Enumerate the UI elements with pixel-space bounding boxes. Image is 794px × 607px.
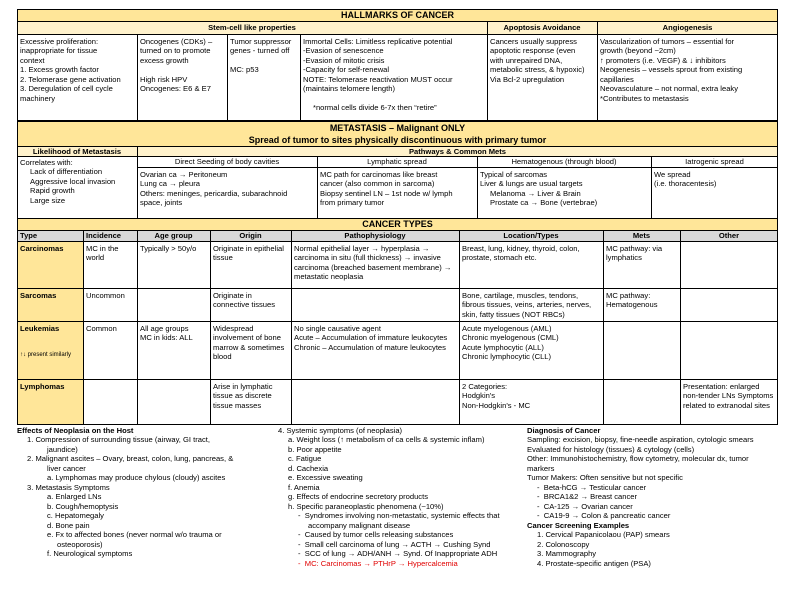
apoptosis-header: Apoptosis Avoidance bbox=[503, 23, 581, 32]
origin-leukemias: Widespread involvement of bone marrow & sometimes blood bbox=[213, 324, 285, 362]
correlates: Correlates with: Lack of differentiation Aggressive local invasion Rapid growth Large size bbox=[20, 158, 116, 205]
origin-sarcomas: Originate in connective tissues bbox=[213, 291, 276, 310]
age-carcinomas: Typically > 50y/o bbox=[140, 244, 197, 253]
mets-carcinomas: MC pathway: via lymphatics bbox=[606, 244, 663, 263]
seeding-content: Ovarian ca → Peritoneum Lung ca → pleura Others: meninges, pericardia, subarachnoid space, joints bbox=[140, 170, 288, 208]
type-sarcomas: Sarcomas bbox=[20, 291, 57, 300]
likelihood-header: Likelihood of Metastasis bbox=[32, 147, 122, 156]
effects-title: Effects of Neoplasia on the Host bbox=[17, 426, 134, 435]
patho-carcinomas: Normal epithelial layer → hyperplasia → carcinoma in situ (full thickness) → invasive carcinoma (breached basement membrane) → metastatic neoplasia bbox=[294, 244, 452, 282]
metastasis-subtitle: Spread of tumor to sites physically discontinuous with primary tumor bbox=[248, 135, 547, 145]
diagnosis-title: Diagnosis of Cancer bbox=[527, 426, 601, 435]
apoptosis-avoidance: Cancers usually suppress apoptotic response (even with unrepaired DNA, metabolic stress, & hypoxic) Via Bcl-2 upregulation bbox=[490, 37, 585, 84]
other-lymphomas: Presentation: enlarged non-tender LNs Symptoms related to extranodal sites bbox=[683, 382, 774, 410]
age-leukemias: All age groups MC in kids: ALL bbox=[140, 324, 193, 343]
angiogenesis-header: Angiogenesis bbox=[662, 23, 713, 32]
origin-lymphomas: Arise in lymphatic tissue as discrete tissue masses bbox=[213, 382, 273, 410]
incidence-leukemias: Common bbox=[86, 324, 117, 333]
leukemias-note: ↑↓ present similarly bbox=[20, 352, 72, 358]
paraneoplastic-highlight: MC: Carcinomas → PTHrP → Hypercalcemia bbox=[304, 558, 458, 568]
hemato-header: Hematogenous (through blood) bbox=[511, 157, 617, 166]
origin-carcinomas: Originate in epithelial tissue bbox=[213, 244, 284, 263]
iatro-content: We spread (i.e. thoracentesis) bbox=[654, 170, 717, 189]
metastasis-title: METASTASIS – Malignant ONLY bbox=[329, 123, 466, 133]
incidence-carcinomas: MC in the world bbox=[86, 244, 119, 263]
stem-cell-header: Stem-cell like properties bbox=[208, 23, 296, 32]
iatro-header: Iatrogenic spread bbox=[685, 157, 744, 166]
header-location: Location/Types bbox=[503, 231, 559, 240]
mets-sarcomas: MC pathway: Hematogenous bbox=[606, 291, 658, 310]
header-incidence: Incidence bbox=[86, 231, 122, 240]
seeding-header: Direct Seeding of body cavities bbox=[174, 157, 280, 166]
angiogenesis: Vascularization of tumors – essential for growth (beyond ~2cm) ↑ promoters (i.e. VEGF) & ↓ inhibitors Neogenesis – vessels sprout from existing capillaries Neovasculature – not normal, extra leaky *Contributes to metastasis bbox=[600, 37, 743, 103]
location-carcinomas: Breast, lung, kidney, thyroid, colon, prostate, stomach etc. bbox=[462, 244, 580, 263]
metastasis-title-box bbox=[17, 121, 778, 147]
header-mets: Mets bbox=[632, 231, 651, 240]
header-other: Other bbox=[718, 231, 740, 240]
location-leukemias: Acute myelogenous (AML) Chronic myelogenous (CML) Acute lymphocytic (ALL) Chronic lymphocytic (CLL) bbox=[462, 324, 559, 362]
location-sarcomas: Bone, cartilage, muscles, tendons, fibrous tissues, veins, arteries, nerves, skin, fatty tissues (NOT RBCs) bbox=[462, 291, 592, 319]
systemic-title: 4. Systemic symptoms (of neoplasia) bbox=[278, 426, 403, 435]
lymphatic-header: Lymphatic spread bbox=[367, 157, 427, 166]
diagnosis-section: Diagnosis of Cancer Sampling: excision, biopsy, fine-needle aspiration, cytologic smears Evaluated for histology (tissues) & cytology (cells) Other: Immunohistochemistry, flow cytometry, molecular dx, tumor markers Tumor Makers: Often sensitive but not specific - Beta-hCG → Testicular cancer - BRCA1&2 → Breast cancer - CA-125 → Ovarian cancer - CA19-9 → Colon & pancreatic cancer Cancer Screening Examples 1. Cervical Papanicolaou (PAP) smears 2. Colonoscopy 3. Mammography 4. Prostate-specific antigen (PSA) bbox=[527, 426, 785, 568]
incidence-sarcomas: Uncommon bbox=[86, 291, 125, 300]
excessive-proliferation: Excessive proliferation: inappropriate for tissue context 1. Excess growth factor 2. Telomerase gene activation 3. Deregulation of cell cycle machinery bbox=[20, 37, 121, 103]
header-origin: Origin bbox=[239, 231, 262, 240]
pathways-header: Pathways & Common Mets bbox=[408, 147, 507, 156]
lymphatic-content: MC path for carcinomas like breast cancer (also common in sarcoma) Biopsy sentinel LN – 1st node w/ lymph from primary tumor bbox=[320, 170, 453, 208]
header-patho: Pathophysiology bbox=[344, 231, 406, 240]
type-leukemias: Leukemias bbox=[20, 324, 60, 333]
types-title: CANCER TYPES bbox=[17, 218, 778, 231]
location-lymphomas: 2 Categories: Hodgkin's Non-Hodgkin's - MC bbox=[462, 382, 531, 410]
effects-section: Effects of Neoplasia on the Host 1. Compression of surrounding tissue (airway, GI tract, jaundice) 2. Malignant ascites – Ovary, breast, colon, lung, pancreas, & liver cancer a. Lymphomas may produce chylous (cloudy) ascites 3. Metastasis Symptoms a. Enlarged LNs b. Cough/hemoptysis c. Hepatomegaly d. Bone pain e. Fx to affected bones (never normal w/o trauma or osteoporosis) f. Neurological symptoms bbox=[17, 426, 275, 559]
oncogenes: Oncogenes (CDKs) – turned on to promote excess growth High risk HPV Oncogenes: E6 & E7 bbox=[140, 37, 213, 94]
type-carcinomas: Carcinomas bbox=[20, 244, 64, 253]
hemato-content: Typical of sarcomas Liver & lungs are usual targets Melanoma → Liver & Brain Prostate ca → Bone (vertebrae) bbox=[480, 170, 598, 208]
screening-title: Cancer Screening Examples bbox=[527, 520, 630, 530]
immortal-cells: Immortal Cells: Limitless replicative potential -Evasion of senescence -Evasion of mitotic crisis -Capacity for self-renewal NOTE: Telomerase reactivation MUST occur (maintains telomere length) *normal cells divide 6-7x then “retire” bbox=[303, 37, 453, 113]
header-age: Age group bbox=[154, 231, 193, 240]
type-lymphomas: Lymphomas bbox=[20, 382, 65, 391]
tumor-suppressor: Tumor suppressor genes - turned off MC: p53 bbox=[230, 37, 292, 75]
hallmarks-title: HALLMARKS OF CANCER bbox=[17, 9, 778, 22]
header-type: Type bbox=[20, 231, 38, 240]
systemic-section: 4. Systemic symptoms (of neoplasia) a. Weight loss (↑ metabolism of ca cells & systemic inflam) b. Poor appetite c. Fatigue d. Cachexia e. Excessive sweating f. Anemia g. Effects of endocrine secretory products h. Specific paraneoplastic phenomena (~10%) - Syndromes involving non-metastatic, systemic effects that accompany malignant disease - Caused by tumor cells releasing substances - Small cell carcinoma of lung → ACTH → Cushing Synd - SCC of lung → ADH/ANH → Synd. Of Inappropriate ADH - MC: Carcinomas → PTHrP → Hypercalcemia bbox=[278, 426, 523, 568]
patho-leukemias: No single causative agent Acute – Accumulation of immature leukocytes Chronic – Accumulation of mature leukocytes bbox=[294, 324, 448, 352]
